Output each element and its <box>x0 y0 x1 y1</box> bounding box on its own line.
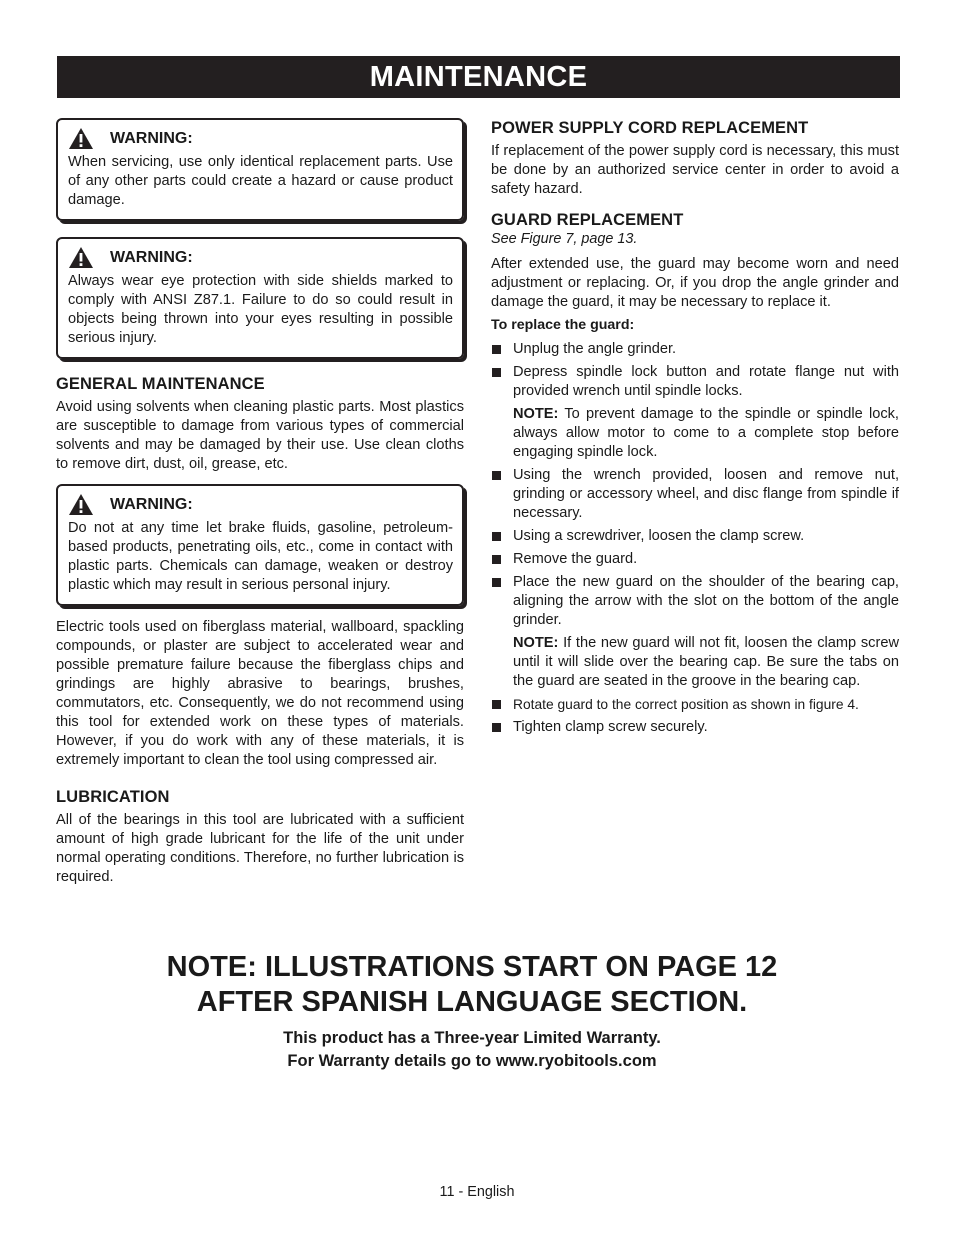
notice-line: NOTE: ILLUSTRATIONS START ON PAGE 12 <box>166 951 778 983</box>
guard-steps-list <box>491 340 899 401</box>
warning-title: WARNING: <box>110 248 193 266</box>
list-item: Place the new guard on the shoulder of the bearing cap, aligning the arrow with the slot on the bottom of the angle grinder. <box>491 573 899 630</box>
note-spindle-lock: NOTE: To prevent damage to the spindle or spindle lock, always allow motor to come to a complete stop before engaging spindle lock. <box>513 406 899 460</box>
procedure-subheading: To replace the guard: <box>491 317 635 333</box>
lubrication-heading: LUBRICATION <box>56 788 170 806</box>
warning-text: When servicing, use only identical replacement parts. Use of any other parts could create a hazard or cause product damage. <box>68 154 453 208</box>
list-item: Using a screwdriver, loosen the clamp screw. <box>491 527 899 546</box>
list-item: Rotate guard to the correct position as shown in figure 4. <box>491 695 899 714</box>
power-cord-heading: POWER SUPPLY CORD REPLACEMENT <box>491 119 809 137</box>
section-title-banner <box>57 56 900 98</box>
list-item: Remove the guard. <box>491 550 899 569</box>
page-title: MAINTENANCE <box>369 60 588 93</box>
list-item: Depress spindle lock button and rotate flange nut with provided wrench until spindle locks. <box>491 363 899 401</box>
page-number: 11 - English <box>439 1184 515 1200</box>
figure-reference: See Figure 7, page 13. <box>491 231 638 247</box>
warning-box-eye-protection <box>56 237 464 359</box>
guard-replacement-text: After extended use, the guard may become worn and need adjustment or replacing. Or, if you drop the angle grinder and damage the guard, it may be necessary to replace it. <box>491 256 899 310</box>
list-item: Unplug the angle grinder. <box>491 340 899 359</box>
square-bullet-icon <box>492 578 501 587</box>
warranty-line: This product has a Three-year Limited Warranty. <box>283 1029 661 1047</box>
lubrication-text: All of the bearings in this tool are lubricated with a sufficient amount of high grade lubricant for the life of the unit under normal operating conditions. Therefore, no further lubrication is required. <box>56 812 464 885</box>
warning-title: WARNING: <box>110 495 193 513</box>
note-guard-fit: NOTE: If the new guard will not fit, loosen the clamp screw until it will slide over the bearing cap. Be sure the tabs on the guard are seated in the groove in the bearing cap. <box>513 635 899 689</box>
warning-header <box>68 127 453 150</box>
right-column <box>491 118 899 741</box>
guard-steps-list <box>491 695 899 737</box>
warning-header <box>68 493 453 516</box>
warning-text: Always wear eye protection with side shields marked to comply with ANSI Z87.1. Failure to do so could result in objects being thrown into your eyes resulting in possible serious injury. <box>68 273 453 346</box>
list-item: Tighten clamp screw securely. <box>491 718 899 737</box>
square-bullet-icon <box>492 723 501 732</box>
square-bullet-icon <box>492 532 501 541</box>
power-cord-text: If replacement of the power supply cord is necessary, this must be done by an authorized service center in order to avoid a safety hazard. <box>491 143 899 197</box>
illustrations-notice <box>0 950 954 1020</box>
square-bullet-icon <box>492 368 501 377</box>
warning-triangle-icon <box>68 493 94 516</box>
warning-box-chemicals <box>56 484 464 606</box>
square-bullet-icon <box>492 700 501 709</box>
electric-tools-text: Electric tools used on fiberglass material, wallboard, spackling compounds, or plaster are subject to accelerated wear and possible premature failure because the fiberglass chips and grindings are highly abrasive to bearings, brushes, commutators, etc. Consequently, we do not recommend using this tool for extended work on these types of materials. However, if you do work with any of these materials, it is extremely important to clean the tool using compressed air. <box>56 619 464 768</box>
list-item: Using the wrench provided, loosen and remove nut, grinding or accessory wheel, and disc flange from spindle if necessary. <box>491 466 899 523</box>
general-maintenance-text: Avoid using solvents when cleaning plastic parts. Most plastics are susceptible to damage from various types of commercial solvents and may be damaged by their use. Use clean cloths to remove dirt, dust, oil, grease, etc. <box>56 399 464 472</box>
warning-title: WARNING: <box>110 129 193 147</box>
square-bullet-icon <box>492 555 501 564</box>
warning-box-replacement-parts <box>56 118 464 221</box>
warning-header <box>68 246 453 269</box>
warning-triangle-icon <box>68 127 94 150</box>
left-column <box>56 118 464 887</box>
square-bullet-icon <box>492 345 501 354</box>
square-bullet-icon <box>492 471 501 480</box>
notice-line: AFTER SPANISH LANGUAGE SECTION. <box>196 986 748 1018</box>
guard-replacement-heading: GUARD REPLACEMENT <box>491 211 684 229</box>
warranty-line: For Warranty details go to www.ryobitools.com <box>287 1052 657 1070</box>
warranty-notice <box>0 1027 954 1073</box>
warning-triangle-icon <box>68 246 94 269</box>
general-maintenance-heading: GENERAL MAINTENANCE <box>56 375 265 393</box>
warning-text: Do not at any time let brake fluids, gasoline, petroleum-based products, penetrating oils, etc., come in contact with plastic parts. Chemicals can damage, weaken or destroy plastic which may result in serious personal injury. <box>68 520 453 593</box>
guard-steps-list <box>491 466 899 630</box>
